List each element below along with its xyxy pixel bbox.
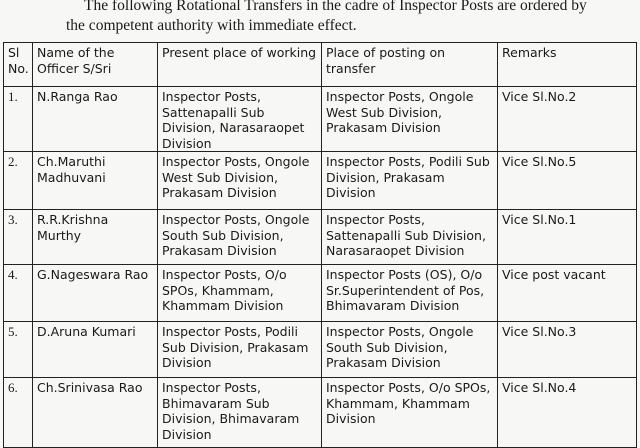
table-row [4,210,637,265]
cell-remarks: Vice Sl.No.1 [498,210,637,265]
transfer-table [3,42,637,448]
cell-officer-name: G.Nageswara Rao [33,265,158,322]
header-present-place: Present place of working [158,43,322,87]
cell-officer-name: D.Aruna Kumari [33,322,158,378]
cell-remarks: Vice Sl.No.5 [498,152,637,210]
cell-remarks: Vice Sl.No.4 [498,378,637,448]
cell-posting-place: Inspector Posts, Ongole South Sub Division, Prakasam Division [322,322,498,378]
cell-posting-place: Inspector Posts, Sattenapalli Sub Division, Narasaraopet Division [322,210,498,265]
cell-present-place: Inspector Posts, O/o SPOs, Khammam, Khammam Division [158,265,322,322]
table-row [4,322,637,378]
table-row [4,378,637,448]
cell-remarks: Vice Sl.No.2 [498,87,637,152]
cell-present-place: Inspector Posts, Sattenapalli Sub Division, Narasaraopet Division [158,87,322,152]
cell-present-place: Inspector Posts, Ongole South Sub Division, Prakasam Division [158,210,322,265]
table-row [4,87,637,152]
cell-sl-no: 6. [4,378,33,448]
cell-officer-name: Ch.Srinivasa Rao [33,378,158,448]
intro-line-2: the competent authority with immediate effect. [66,17,357,34]
cell-present-place: Inspector Posts, Ongole West Sub Division, Prakasam Division [158,152,322,210]
cell-officer-name: Ch.Maruthi Madhuvani [33,152,158,210]
cell-present-place: Inspector Posts, Podili Sub Division, Prakasam Division [158,322,322,378]
cell-officer-name: N.Ranga Rao [33,87,158,152]
cell-present-place: Inspector Posts, Bhimavaram Sub Division, Bhimavaram Division [158,378,322,448]
cell-sl-no: 3. [4,210,33,265]
cell-posting-place: Inspector Posts, O/o SPOs, Khammam, Khammam Division [322,378,498,448]
cell-officer-name: R.R.Krishna Murthy [33,210,158,265]
cell-sl-no: 1. [4,87,33,152]
table-header-row [4,43,637,87]
intro-paragraph [0,0,640,36]
table-row [4,265,637,322]
header-remarks: Remarks [498,43,637,87]
cell-posting-place: Inspector Posts (OS), O/o Sr.Superintendent of Pos, Bhimavaram Division [322,265,498,322]
cell-sl-no: 5. [4,322,33,378]
cell-sl-no: 2. [4,152,33,210]
cell-remarks: Vice Sl.No.3 [498,322,637,378]
header-sl-no: Sl No. [4,43,33,87]
header-posting-place: Place of posting on transfer [322,43,498,87]
table-row [4,152,637,210]
header-officer-name: Name of the Officer S/Sri [33,43,158,87]
intro-line-1: The following Rotational Transfers in the cadre of Inspector Posts are ordered by [84,0,587,14]
cell-posting-place: Inspector Posts, Podili Sub Division, Prakasam Division [322,152,498,210]
cell-posting-place: Inspector Posts, Ongole West Sub Division, Prakasam Division [322,87,498,152]
cell-sl-no: 4. [4,265,33,322]
cell-remarks: Vice post vacant [498,265,637,322]
